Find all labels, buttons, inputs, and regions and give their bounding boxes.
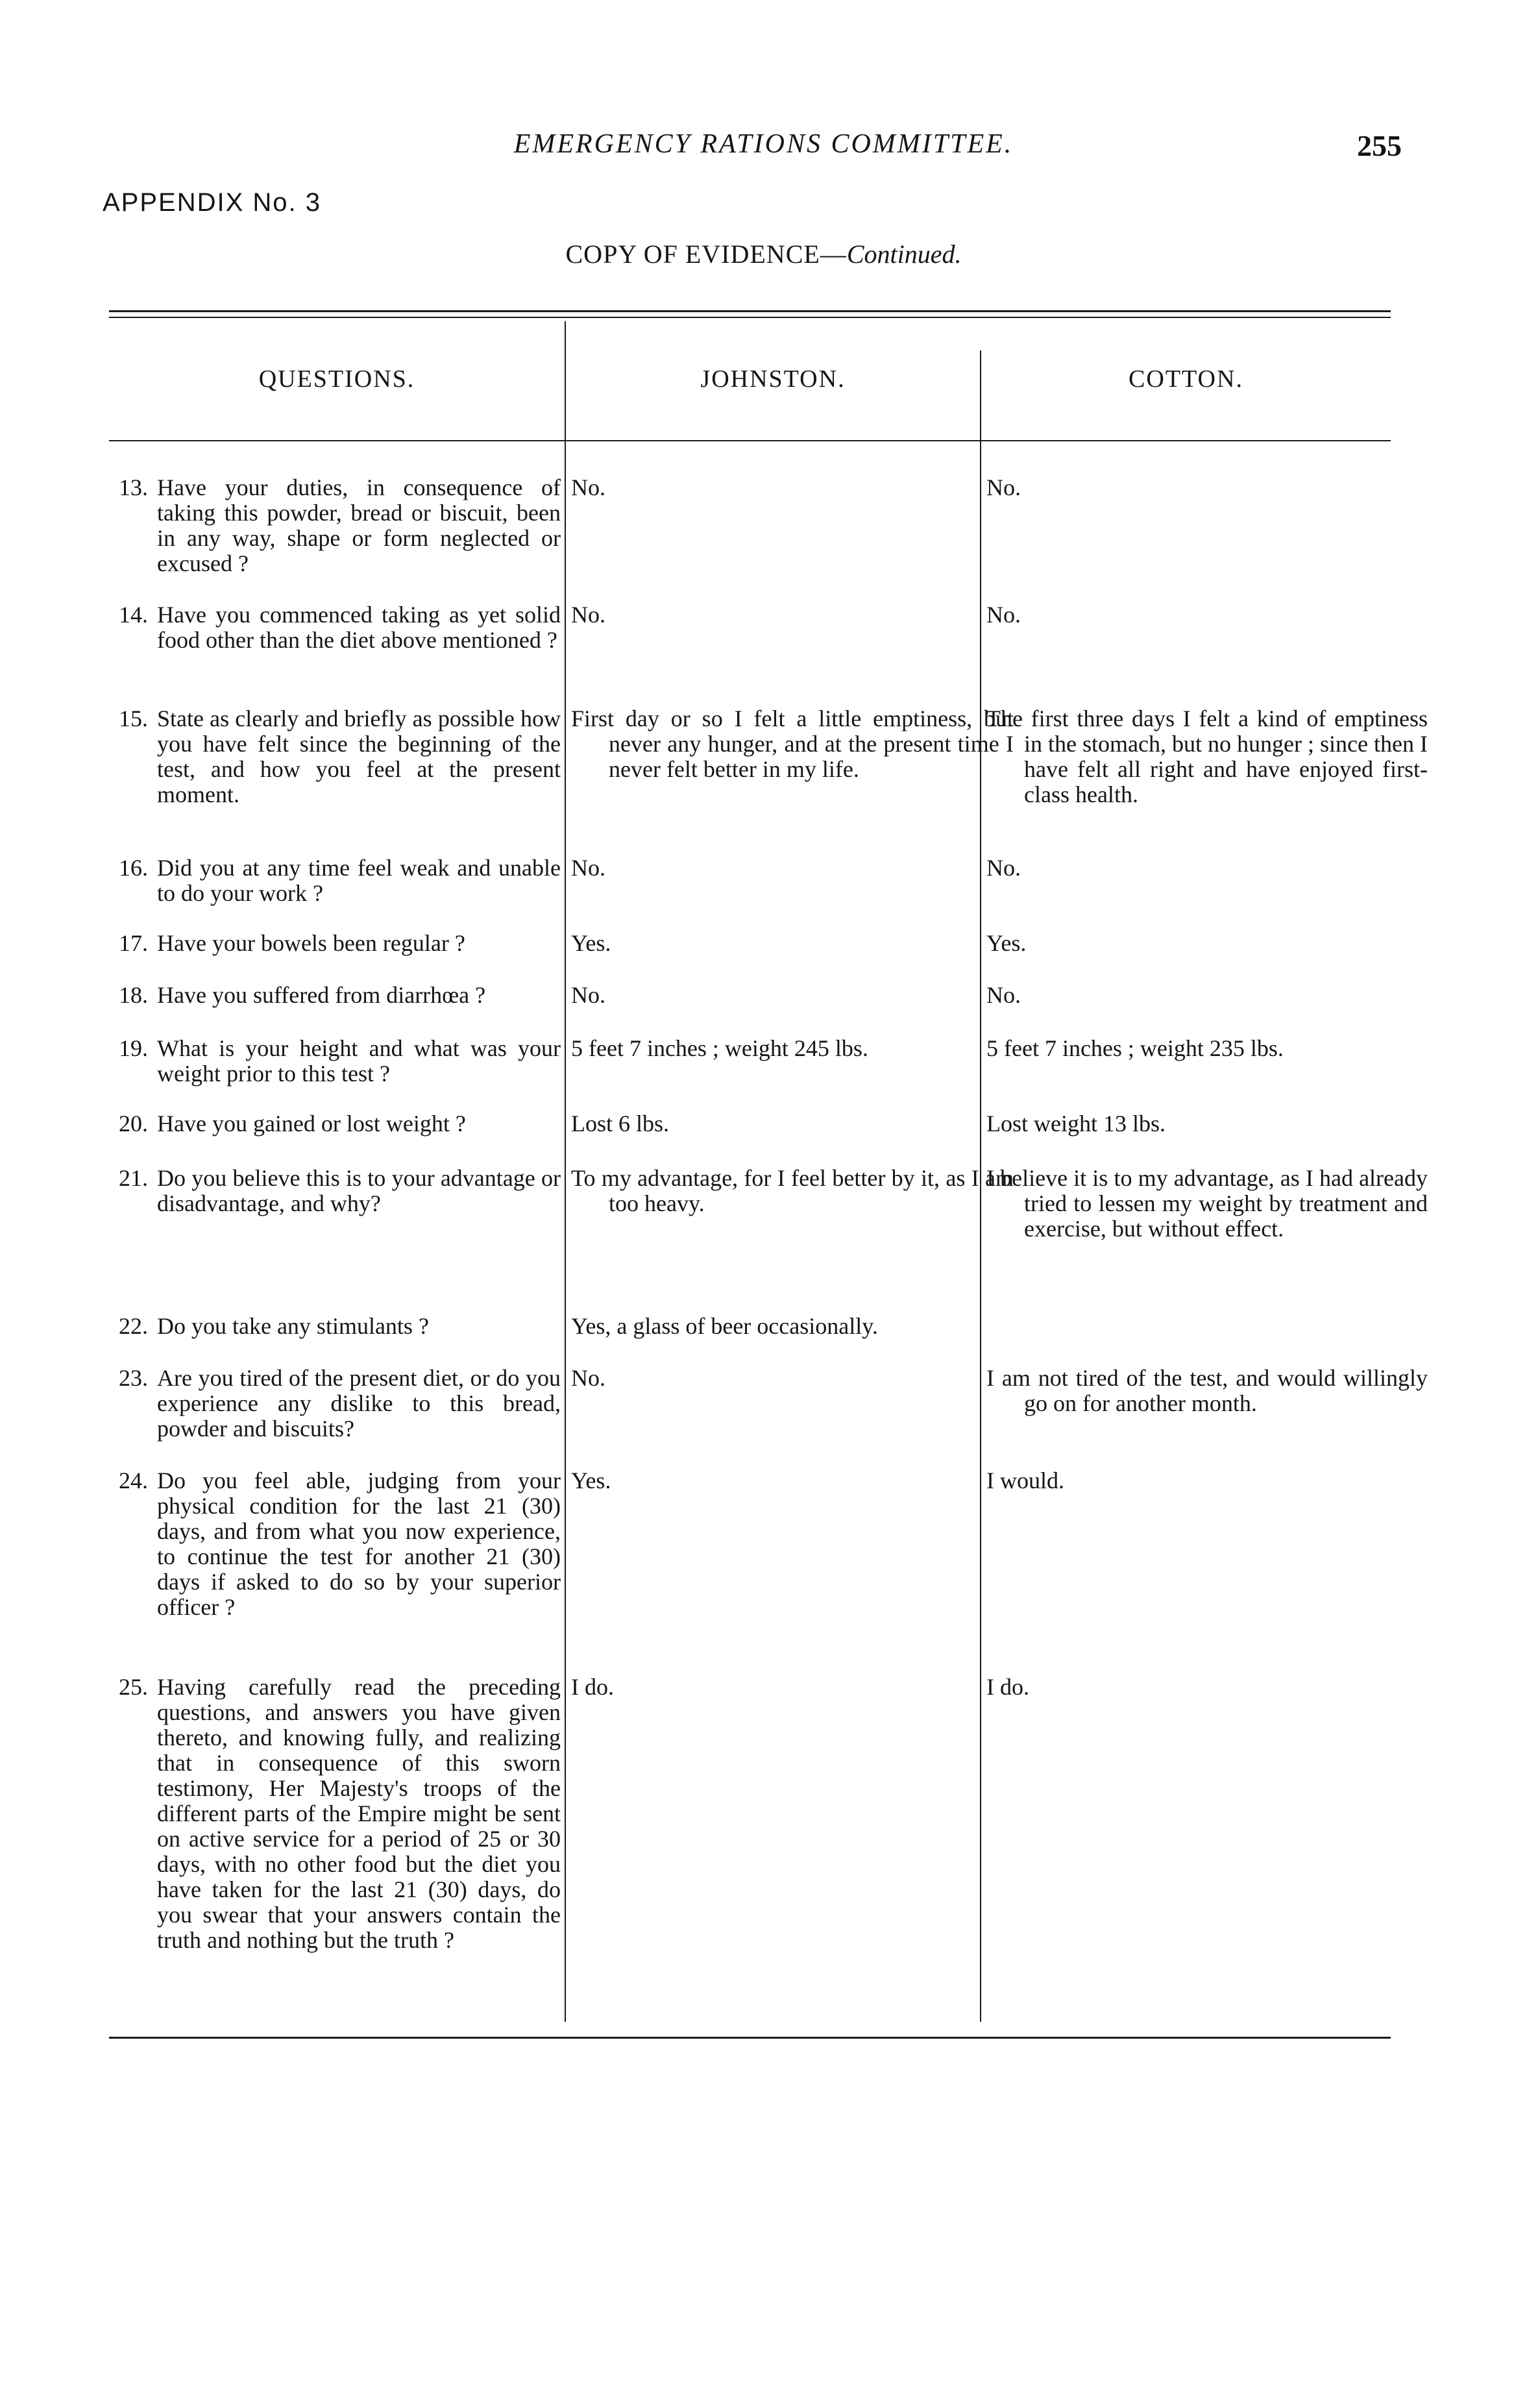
question-number: 19. <box>119 1035 148 1061</box>
question-number: 15. <box>119 706 148 731</box>
section-heading <box>0 239 1527 269</box>
answer-cotton: No. <box>986 474 1021 500</box>
answer-cotton: Yes. <box>986 930 1027 956</box>
header-bottom-rule <box>109 440 1391 441</box>
answer-cotton: No. <box>986 855 1021 881</box>
answer-johnston: I do. <box>571 1674 614 1700</box>
column-divider-1 <box>565 321 566 2022</box>
section-title: COPY OF EVIDENCE— <box>565 240 847 269</box>
question-number: 16. <box>119 855 148 881</box>
answer-johnston: No. <box>571 1365 605 1391</box>
question-number: 13. <box>119 474 148 500</box>
answer-cotton: I believe it is to my advantage, as I had already tried to lessen my weight by treatment and exercise, but without effect. <box>986 1165 1428 1242</box>
section-title-suffix: Continued. <box>846 240 962 269</box>
answer-johnston: Yes. <box>571 930 611 956</box>
question-number: 17. <box>119 930 148 956</box>
answer-johnston: 5 feet 7 inches ; weight 245 lbs. <box>571 1035 868 1061</box>
question-number: 20. <box>119 1111 148 1136</box>
question-text: Have your bowels been regular ? <box>157 930 465 956</box>
question-text: Have you suffered from diarrhœa ? <box>157 982 486 1008</box>
answer-johnston: No. <box>571 855 605 881</box>
answer-cotton: I would. <box>986 1468 1064 1493</box>
answer-johnston: Yes. <box>571 1468 611 1493</box>
answer-cotton: I do. <box>986 1674 1029 1700</box>
answer-johnston: No. <box>571 602 605 628</box>
question-number: 21. <box>119 1165 148 1191</box>
answer-johnston: No. <box>571 474 605 500</box>
question-text: Did you at any time feel weak and unable to do your work ? <box>157 855 561 906</box>
answer-johnston: No. <box>571 982 605 1008</box>
column-header-johnston: JOHNSTON. <box>700 365 846 393</box>
question-text: Have you gained or lost weight ? <box>157 1111 466 1136</box>
question-text: Do you take any stimulants ? <box>157 1313 429 1339</box>
page-number: 255 <box>1357 129 1402 162</box>
answer-johnston: Lost 6 lbs. <box>571 1111 670 1136</box>
table-bottom-rule <box>109 2037 1391 2039</box>
column-header-cotton: COTTON. <box>1129 365 1243 393</box>
question-text: State as clearly and briefly as possible how you have felt since the beginning of the test, and how you feel at the present moment. <box>157 706 561 807</box>
running-title: EMERGENCY RATIONS COMMITTEE. <box>513 129 1014 159</box>
question-text: Are you tired of the present diet, or do you experience any dislike to this bread, powder and biscuits? <box>157 1365 561 1442</box>
question-number: 14. <box>119 602 148 628</box>
column-header-questions: QUESTIONS. <box>258 365 415 393</box>
question-text: What is your height and what was your weight prior to this test ? <box>157 1035 561 1087</box>
answer-cotton: Lost weight 13 lbs. <box>986 1111 1166 1136</box>
answer-cotton: I am not tired of the test, and would willingly go on for another month. <box>986 1365 1428 1416</box>
table-top-rule-2 <box>109 317 1391 318</box>
question-text: Have you commenced taking as yet solid food other than the diet above mentioned ? <box>157 602 561 653</box>
answer-johnston: Yes, a glass of beer occasionally. <box>571 1313 878 1339</box>
question-text: Have your duties, in consequence of taking this powder, bread or biscuit, been in any way, shape or form neglected or excused ? <box>157 474 561 576</box>
table-top-rule-1 <box>109 310 1391 312</box>
appendix-label: APPENDIX No. 3 <box>103 188 322 217</box>
answer-johnston: To my advantage, for I feel better by it, as I am too heavy. <box>571 1165 1014 1216</box>
question-text: Having carefully read the preceding questions, and answers you have given thereto, and knowing fully, and realizing that in consequence of this sworn testimony, Her Majesty's troops of the different parts of the Empire might be sent on active service for a period of 25 or 30 days, with no other food but the diet you have taken for the last 21 (30) days, do you swear that your answers contain the truth and nothing but the truth ? <box>157 1674 561 1953</box>
question-number: 23. <box>119 1365 148 1391</box>
question-number: 24. <box>119 1468 148 1493</box>
answer-cotton: No. <box>986 602 1021 628</box>
question-number: 25. <box>119 1674 148 1700</box>
answer-cotton: The first three days I felt a kind of emptiness in the stomach, but no hunger ; since then I have felt all right and have enjoyed first-class health. <box>986 706 1428 807</box>
answer-cotton: No. <box>986 982 1021 1008</box>
answer-johnston: First day or so I felt a little emptiness, but never any hunger, and at the present time I never felt better in my life. <box>571 706 1014 782</box>
question-number: 22. <box>119 1313 148 1339</box>
question-text: Do you believe this is to your advantage or disadvantage, and why? <box>157 1165 561 1216</box>
answer-cotton: 5 feet 7 inches ; weight 235 lbs. <box>986 1035 1284 1061</box>
question-number: 18. <box>119 982 148 1008</box>
question-text: Do you feel able, judging from your physical condition for the last 21 (30) days, and from what you now experience, to continue the test for another 21 (30) days if asked to do so by your superior officer ? <box>157 1468 561 1620</box>
